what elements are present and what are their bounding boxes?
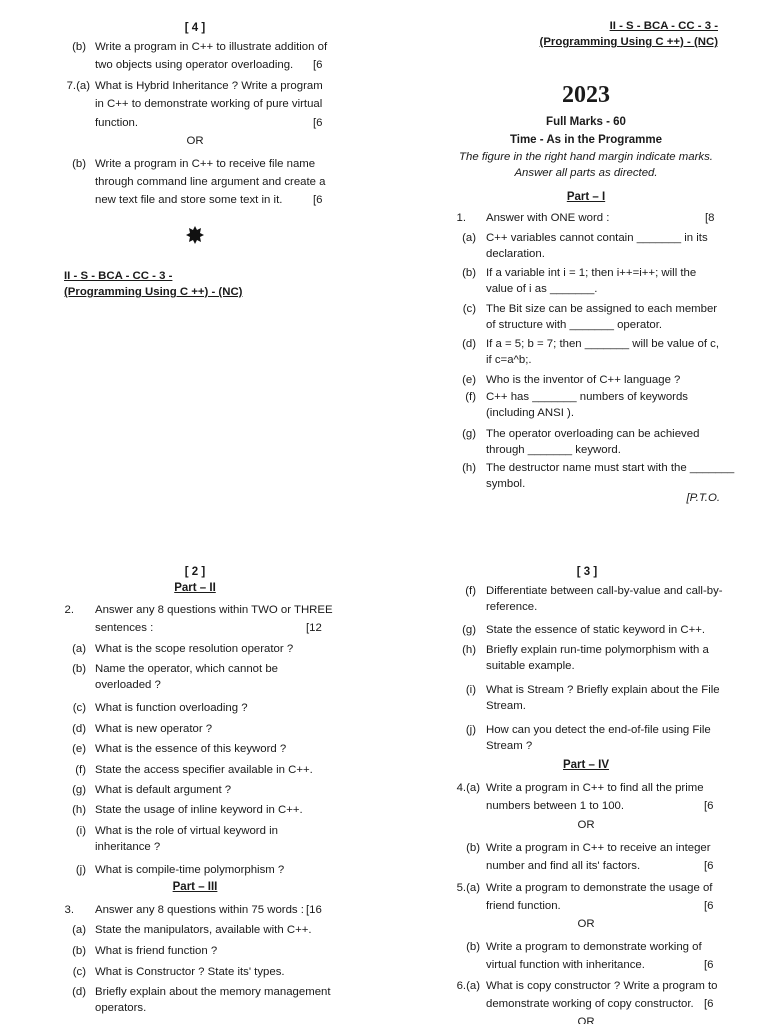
sub-question-text-line: Who is the inventor of C++ language ? [486,374,681,386]
sub-question-text-line: (including ANSI ). [486,407,574,419]
sub-question [450,300,718,336]
sub-question [450,621,718,639]
question-label: (b) [466,941,480,953]
page-turn-note: [P.T.O. [686,492,720,504]
sub-question-label: (a) [462,232,476,244]
question-text: Answer any 8 questions within 75 words : [95,904,304,916]
marks: [6 [313,59,323,71]
sub-question-label: (e) [72,743,86,755]
sub-question-label: (b) [72,663,86,675]
sub-question [450,264,718,300]
question-text-line: friend function. [486,900,561,912]
sub-question-text-line: C++ variables cannot contain _______ in its [486,232,708,244]
sub-question-label: (g) [462,624,476,636]
or-separator: OR [577,918,595,930]
marks: [6 [704,800,714,812]
question-text-line: in C++ to demonstrate working of pure virtual [95,98,323,110]
sub-question-label: (b) [72,945,86,957]
sub-question-text-line: value of i as _______. [486,283,598,295]
question-text-line: function. [95,117,139,129]
sub-question-text-line: inheritance ? [95,841,161,853]
paper-subject: (Programming Using C ++) - (NC) [539,36,718,48]
question-text-line: through command line argument and create a [95,176,326,188]
question-text-line: demonstrate working of copy constructor. [486,998,694,1010]
sub-question [450,229,718,265]
part-heading: Part – I [566,191,606,203]
sub-question [60,921,335,939]
sub-question-text-line: If a = 5; b = 7; then _______ will be value of c, [486,338,720,350]
marks: [12 [306,622,322,634]
question-text-line: What is copy constructor ? Write a program to [486,980,718,992]
sub-question [60,801,335,819]
sub-question-text-line: reference. [486,601,538,613]
sub-question-label: (b) [462,267,476,279]
sub-question-label: (c) [72,966,86,978]
or-separator: OR [577,1016,595,1024]
question-text-line: Write a program in C++ to receive file name [95,158,316,170]
sub-question [60,822,335,858]
marks: [6 [313,117,323,129]
question-1 [450,209,718,227]
sub-question [450,335,718,371]
question-text-line: What is Hybrid Inheritance ? Write a program [95,80,323,92]
question-text-line: new text file and store some text in it. [95,194,283,206]
question-text-line: virtual function with inheritance. [486,959,645,971]
part-heading: Part – IV [562,759,610,771]
question-text-line: numbers between 1 to 100. [486,800,625,812]
question-label: (b) [72,158,86,170]
sub-question [60,963,335,981]
marks: [6 [704,860,714,872]
sub-question-text-line: Stream ? [486,740,533,752]
question-5b [450,938,718,976]
instruction-note: Answer all parts as directed. [514,167,658,179]
question-6b [60,38,335,78]
sub-question [60,942,335,960]
sub-question [450,388,718,424]
sub-question-label: (g) [462,428,476,440]
part-heading: Part – III [172,881,218,893]
sub-question-text-line: declaration. [486,248,545,260]
marks: [6 [704,900,714,912]
question-7b [60,155,335,211]
question-3 [60,901,335,919]
sub-question-text-line: C++ has _______ numbers of keywords [486,391,688,403]
sub-question-label: (c) [462,303,476,315]
sub-question-text-line: What is new operator ? [95,723,213,735]
sub-question-text-line: The destructor name must start with the _______ [486,462,735,474]
question-text-line: Write a program to demonstrate the usage of [486,882,713,894]
sub-question-label: (i) [465,684,476,696]
sub-question-text-line: if c=a^b;. [486,354,532,366]
sub-question-text-line: What is the scope resolution operator ? [95,643,294,655]
question-label: 7.(a) [66,80,90,92]
or-separator: OR [577,819,595,831]
marks: [8 [705,212,715,224]
question-text-line: number and find all its' factors. [486,860,641,872]
sub-question-text-line: suitable example. [486,660,575,672]
question-label: 4.(a) [456,782,480,794]
sub-question [450,425,718,461]
marks: [6 [704,998,714,1010]
end-ornament-icon [186,226,204,244]
question-text-line: Write a program in C++ to find all the prime [486,782,704,794]
question-6a [450,977,718,1015]
sub-question-text-line: How can you detect the end-of-file using File [486,724,711,736]
time-allowed: Time - As in the Programme [509,134,663,146]
question-7a [60,77,335,133]
sub-question-text-line: The operator overloading can be achieved [486,428,700,440]
sub-question-label: (j) [75,864,86,876]
question-label: 3. [64,904,74,916]
sub-question [60,699,335,717]
sub-question-text-line: What is the role of virtual keyword in [95,825,278,837]
sub-question [60,740,335,758]
sub-question-text-line: What is default argument ? [95,784,232,796]
sub-question [60,761,335,779]
sub-question-text-line: Stream. [486,700,526,712]
sub-question-text-line: operators. [95,1002,147,1014]
sub-question-text-line: What is function overloading ? [95,702,248,714]
sub-question-label: (f) [465,585,476,597]
or-separator: OR [186,135,204,147]
question-text-line: Answer any 8 questions within TWO or THREE [95,604,333,616]
part-heading: Part – II [174,582,216,594]
marks: [6 [313,194,323,206]
sub-question [450,681,718,717]
question-text-line: Write a program to demonstrate working of [486,941,702,953]
sub-question-text-line: The Bit size can be assigned to each member [486,303,718,315]
paper-code-header [534,18,718,50]
sub-question-label: (d) [72,723,86,735]
sub-question-label: (h) [462,462,476,474]
paper-code: II - S - BCA - CC - 3 - [609,20,718,32]
sub-question [60,660,335,696]
sub-question-text-line: symbol. [486,478,526,490]
sub-question-text-line: of structure with _______ operator. [486,319,663,331]
question-text-line: Write a program in C++ to illustrate addition of [95,41,328,53]
sub-question-text-line: If a variable int i = 1; then i++=i++; will the [486,267,697,279]
marks: [6 [704,959,714,971]
sub-question [60,983,335,1019]
question-text-line: two objects using operator overloading. [95,59,294,71]
sub-question-label: (h) [462,644,476,656]
sub-question-text-line: Differentiate between call-by-value and call-by- [486,585,723,597]
marks: [16 [306,904,322,916]
sub-question-text-line: State the manipulators, available with C++. [95,924,312,936]
sub-question-label: (h) [72,804,86,816]
instruction-note: The figure in the right hand margin indicate marks. [459,151,713,163]
full-marks: Full Marks - 60 [546,116,626,128]
sub-question [60,720,335,738]
sub-question-text-line: What is friend function ? [95,945,218,957]
sub-question-label: (f) [75,764,86,776]
question-5a [450,879,718,917]
question-text-line: Write a program in C++ to receive an integer [486,842,711,854]
sub-question-text-line: State the essence of static keyword in C++. [486,624,706,636]
question-label: 1. [456,212,466,224]
exam-year: 2023 [562,82,610,108]
sub-question-label: (d) [462,338,476,350]
sub-question-label: (j) [465,724,476,736]
question-2 [60,601,335,639]
sub-question-text-line: Briefly explain about the memory management [95,986,331,998]
paper-code: II - S - BCA - CC - 3 - [64,270,173,282]
sub-question-text-line: State the access specifier available in C++. [95,764,313,776]
question-label: 5.(a) [456,882,480,894]
sub-question [60,781,335,799]
sub-question-label: (i) [75,825,86,837]
page-number-2: [ 2 ] [184,566,206,578]
sub-question-label: (g) [72,784,86,796]
sub-question-label: (a) [72,924,86,936]
sub-question-label: (a) [72,643,86,655]
sub-question-text-line: Name the operator, which cannot be [95,663,278,675]
sub-question [450,371,718,389]
question-text: Answer with ONE word : [486,212,610,224]
sub-question [60,640,335,658]
question-label: (b) [466,842,480,854]
question-4b [450,839,718,877]
sub-question [450,721,718,757]
sub-question-label: (c) [72,702,86,714]
question-text-line: sentences : [95,622,154,634]
sub-question [450,582,723,618]
sub-question-text-line: overloaded ? [95,679,161,691]
page-number-3: [ 3 ] [576,566,598,578]
question-label: 6.(a) [456,980,480,992]
paper-subject: (Programming Using C ++) - (NC) [64,286,243,298]
sub-question-text-line: State the usage of inline keyword in C++. [95,804,303,816]
question-4a [450,779,718,817]
question-label: (b) [72,41,86,53]
sub-question-text-line: What is the essence of this keyword ? [95,743,287,755]
question-label: 2. [64,604,74,616]
sub-question-text-line: through _______ keyword. [486,444,621,456]
sub-question [450,641,718,677]
sub-question-text-line: What is Stream ? Briefly explain about the File [486,684,720,696]
sub-question-text-line: What is compile-time polymorphism ? [95,864,285,876]
sub-question-text-line: What is Constructor ? State its' types. [95,966,285,978]
sub-question [60,861,335,879]
sub-question-label: (d) [72,986,86,998]
sub-question-label: (e) [462,374,476,386]
paper-code-header [64,268,242,300]
sub-question-text-line: Briefly explain run-time polymorphism with a [486,644,709,656]
page-number-4: [ 4 ] [184,22,206,34]
sub-question-label: (f) [465,391,476,403]
